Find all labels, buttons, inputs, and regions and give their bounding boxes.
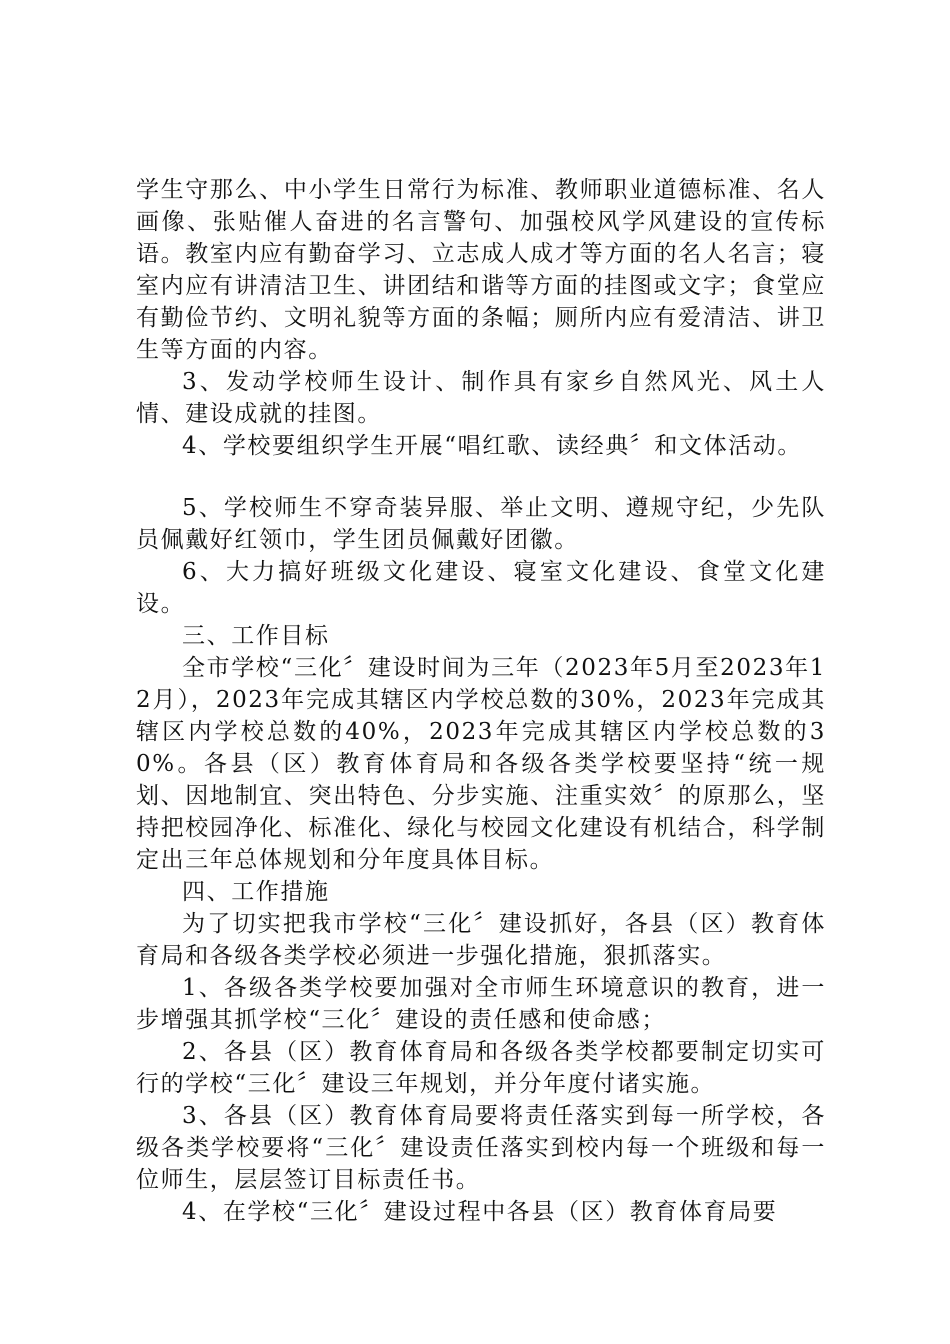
- paragraph-item-5: 5、学校师生不穿奇装异服、举止文明、遵规守纪，少先队员佩戴好红领巾，学生团员佩戴好团徽。: [136, 495, 826, 553]
- paragraph-measure-3: 3、各县（区）教育体育局要将责任落实到每一所学校，各级各类学校要将“三化〞建设责任落实到校内每一个班级和每一位师生，层层签订目标责任书。: [136, 1103, 826, 1193]
- section-heading-measures: 四、工作措施: [182, 879, 330, 905]
- paragraph-item-3: 3、发动学校师生设计、制作具有家乡自然风光、风土人情、建设成就的挂图。: [136, 369, 826, 427]
- paragraph-measure-1: 1、各级各类学校要加强对全市师生环境意识的教育，进一步增强其抓学校“三化〞建设的责任感和使命感；: [136, 975, 826, 1033]
- section-heading-goals: 三、工作目标: [182, 623, 330, 649]
- paragraph-goals: 全市学校“三化〞建设时间为三年（2023年5月至2023年12月），2023年完成其辖区内学校总数的30%，2023年完成其辖区内学校总数的40%，2023年完成其辖区内学校总数的30%。各县（区）教育体育局和各级各类学校要坚持“统一规划、因地制宜、突出特色、分步实施、注重实效〞的原那么，坚持把校园净化、标准化、绿化与校园文化建设有机结合，科学制定出三年总体规划和分年度具体目标。: [136, 655, 826, 873]
- paragraph-item-4: 4、学校要组织学生开展“唱红歌、读经典〞和文体活动。: [182, 433, 802, 459]
- paragraph-item-6: 6、大力搞好班级文化建设、寝室文化建设、食堂文化建设。: [136, 559, 826, 617]
- paragraph-gap: [136, 462, 826, 492]
- paragraph-continuation: 学生守那么、中小学生日常行为标准、教师职业道德标准、名人画像、张贴催人奋进的名言警句、加强校风学风建设的宣传标语。教室内应有勤奋学习、立志成人成才等方面的名人名言；寝室内应有讲清洁卫生、讲团结和谐等方面的挂图或文字；食堂应有勤俭节约、文明礼貌等方面的条幅；厕所内应有爱清洁、讲卫生等方面的内容。: [136, 177, 826, 363]
- paragraph-measure-2: 2、各县（区）教育体育局和各级各类学校都要制定切实可行的学校“三化〞建设三年规划，并分年度付诸实施。: [136, 1039, 826, 1097]
- paragraph-measure-4: 4、在学校“三化〞建设过程中各县（区）教育体育局要: [182, 1199, 778, 1225]
- paragraph-measures-intro: 为了切实把我市学校“三化〞建设抓好，各县（区）教育体育局和各级各类学校必须进一步强化措施，狠抓落实。: [136, 911, 826, 969]
- document-body: [136, 174, 826, 1228]
